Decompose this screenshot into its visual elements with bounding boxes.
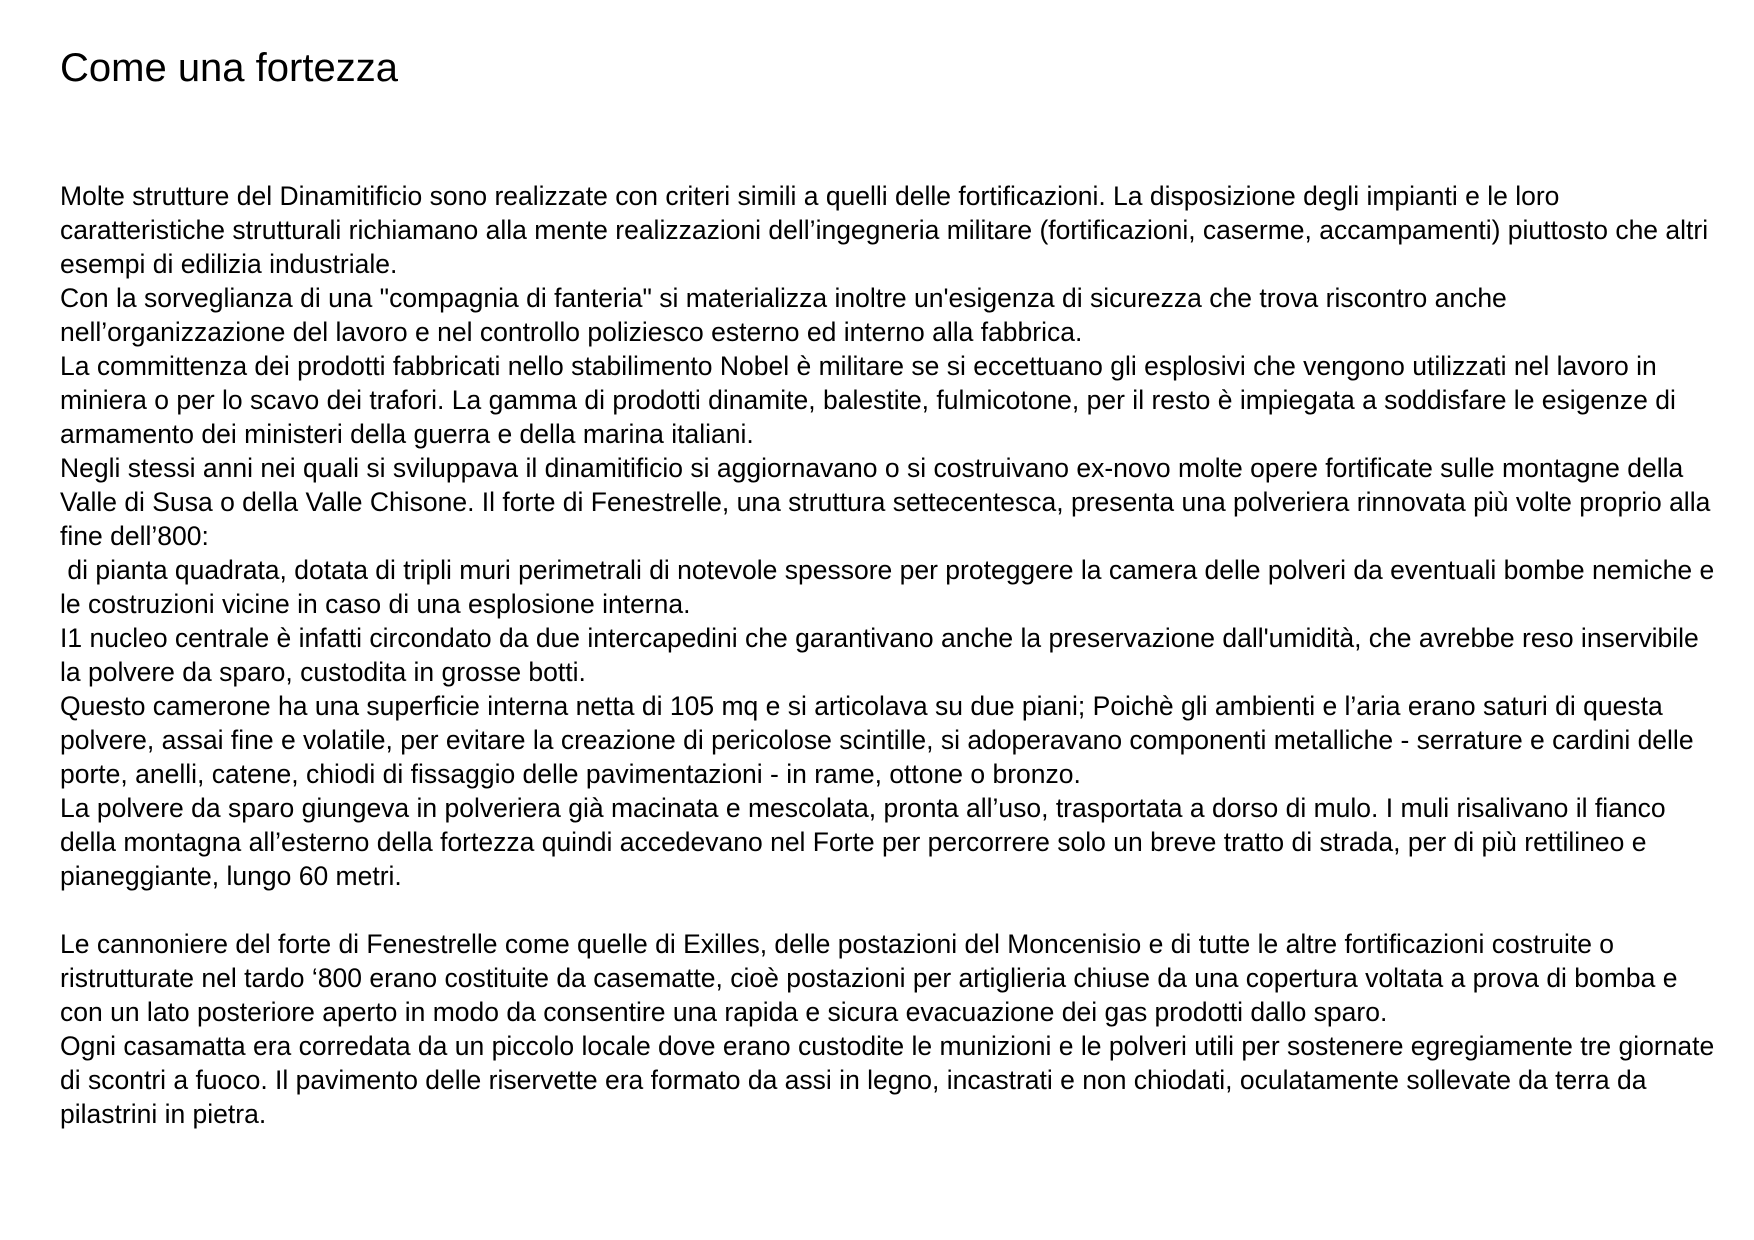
paragraph-infantry-surveillance: Con la sorveglianza di una "compagnia di fanteria" si materializza inoltre un'esigenza di sicurezza che trova riscontro anche nell’organizzazione del lavoro e nel controllo poliziesco esterno ed interno alla fabbrica. (60, 283, 1515, 347)
document-body (60, 179, 1720, 1131)
paragraph-central-core: I1 nucleo centrale è infatti circondato da due intercapedini che garantivano anche la preservazione dall'umidità, che avrebbe reso inservibile la polvere da sparo, custodita in grosse botti. (60, 623, 1707, 687)
paragraph-fenestrelle-powder-magazine: Negli stessi anni nei quali si sviluppava il dinamitificio si aggiornavano o si costruivano ex-novo molte opere fortificate sulle montagne della Valle di Susa o della Valle Chisone. Il forte di Fenestrelle, una struttura settecentesca, presenta una polveriera rinnovata più volte proprio alla fine dell’800: (60, 453, 1718, 551)
paragraph-large-chamber: Questo camerone ha una superficie interna netta di 105 mq e si articolava su due piani; Poichè gli ambienti e l’aria erano saturi di questa polvere, assai fine e volatile, per evitare la creazione di pericolose scintille, si adoperavano componenti metalliche - serrature e cardini delle porte, anelli, catene, chiodi di fissaggio delle pavimentazioni - in rame, ottone o bronzo. (60, 691, 1701, 789)
paragraph-casemates: Le cannoniere del forte di Fenestrelle come quelle di Exilles, delle postazioni del Moncenisio e di tutte le altre fortificazioni costruite o ristrutturate nel tardo ‘800 erano costituite da casematte, cioè postazioni per artiglieria chiuse da una copertura voltata a prova di bomba e con un lato posteriore aperto in modo da consentire una rapida e sicura evacuazione dei gas prodotti dallo sparo. (60, 929, 1685, 1027)
paragraph-gunpowder-transport: La polvere da sparo giungeva in polveriera già macinata e mescolata, pronta all’uso, trasportata a dorso di mulo. I muli risalivano il fianco della montagna all’esterno della fortezza quindi accedevano nel Forte per percorrere solo un breve tratto di strada, per di più rettilineo e pianeggiante, lungo 60 metri. (60, 793, 1673, 891)
paragraph-nobel-commissioning: La committenza dei prodotti fabbricati nello stabilimento Nobel è militare se si eccettuano gli esplosivi che vengono utilizzati nel lavoro in miniera o per lo scavo dei trafori. La gamma di prodotti dinamite, balestite, fulmicotone, per il resto è impiegata a soddisfare le esigenze di armamento dei ministeri della guerra e della marina italiani. (60, 351, 1684, 449)
document-page (60, 40, 1720, 1131)
paragraph-fortifications-criteria: Molte strutture del Dinamitificio sono realizzate con criteri simili a quelli delle fortificazioni. La disposizione degli impianti e le loro caratteristiche strutturali richiamano alla mente realizzazioni dell’ingegneria militare (fortificazioni, caserme, accampamenti) piuttosto che altri esempi di edilizia industriale. (60, 181, 1716, 279)
paragraph-spacer (60, 893, 1720, 927)
paragraph-ammunition-room: Ogni casamatta era corredata da un piccolo locale dove erano custodite le munizioni e le polveri utili per sostenere egregiamente tre giornate di scontri a fuoco. Il pavimento delle riservette era formato da assi in legno, incastrati e non chiodati, oculatamente sollevate da terra da pilastrini in pietra. (60, 1031, 1722, 1129)
paragraph-square-plan: di pianta quadrata, dotata di tripli muri perimetrali di notevole spessore per proteggere la camera delle polveri da eventuali bombe nemiche e le costruzioni vicine in caso di una esplosione interna. (60, 555, 1722, 619)
page-title: Come una fortezza (60, 46, 398, 90)
